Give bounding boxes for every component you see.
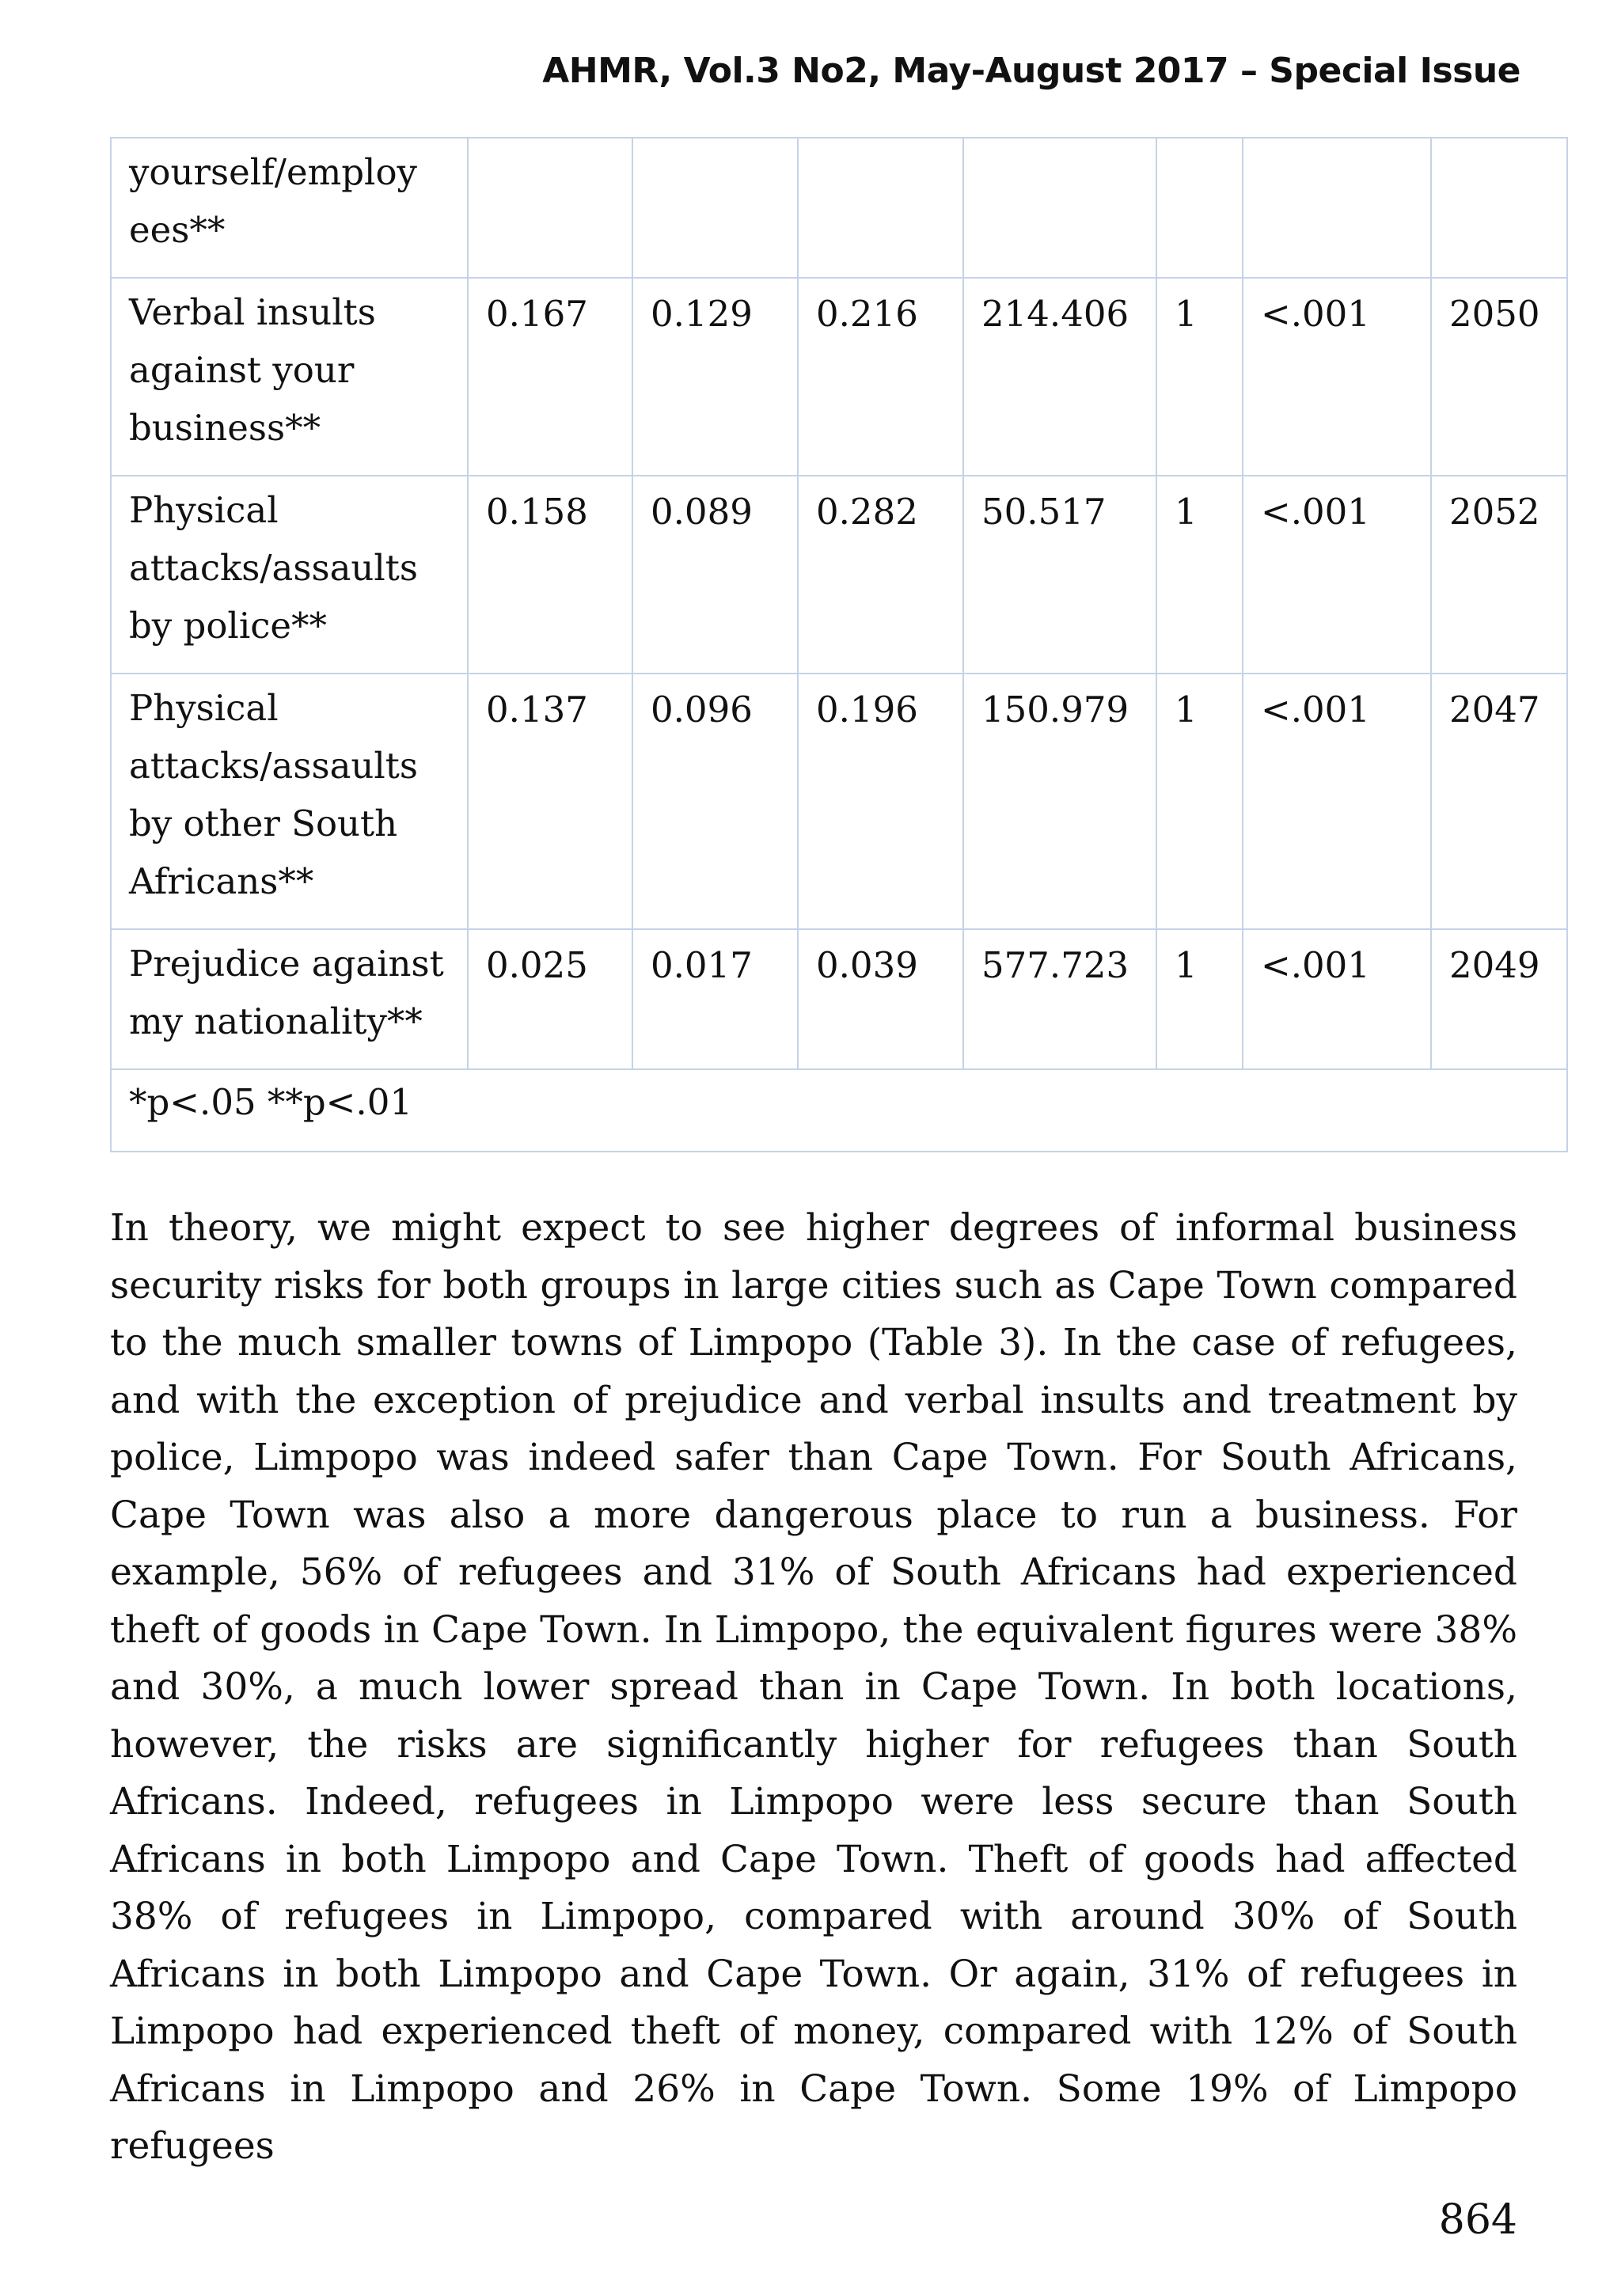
table-cell: 0.089 [632, 476, 798, 674]
table-cell: 1 [1156, 476, 1243, 674]
table-row [111, 476, 1567, 674]
table-cell [632, 138, 798, 278]
table-cell: 1 [1156, 674, 1243, 929]
table-cell [468, 138, 632, 278]
row-label: Physical attacks/assaults by other South Africans** [111, 674, 468, 929]
table-cell: 0.216 [798, 278, 963, 476]
table-cell: 1 [1156, 278, 1243, 476]
table-cell: 0.137 [468, 674, 632, 929]
table-row [111, 674, 1567, 929]
statistics-table [110, 137, 1568, 1152]
table-cell: 0.039 [798, 929, 963, 1069]
table-footnote-row [111, 1069, 1567, 1152]
table-cell: 2050 [1431, 278, 1567, 476]
table-row [111, 138, 1567, 278]
table-cell: 150.979 [963, 674, 1156, 929]
table-cell: 0.158 [468, 476, 632, 674]
table-cell: 0.196 [798, 674, 963, 929]
table-row [111, 278, 1567, 476]
table-cell: 0.282 [798, 476, 963, 674]
running-header: AHMR, Vol.3 No2, May-August 2017 – Special Issue [542, 51, 1520, 91]
row-label: Prejudice against my nationality** [111, 929, 468, 1069]
table-cell [963, 138, 1156, 278]
table-cell: 2049 [1431, 929, 1567, 1069]
table-cell: 0.025 [468, 929, 632, 1069]
table-cell: 0.129 [632, 278, 798, 476]
table-cell [798, 138, 963, 278]
body-paragraph: In theory, we might expect to see higher degrees of informal business security risks for both groups in large cities such as Cape Town compared to the much smaller towns of Limpopo (Table 3). In the case of refugees, and with the exception of prejudice and verbal insults and treatment by police, Limpopo was indeed safer than Cape Town. For South Africans, Cape Town was also a more dangerous place to run a business. For example, 56% of refugees and 31% of South Africans had experienced theft of goods in Cape Town. In Limpopo, the equivalent figures were 38% and 30%, a much lower spread than in Cape Town. In both locations, however, the risks are significantly higher for refugees than South Africans. Indeed, refugees in Limpopo were less secure than South Africans in both Limpopo and Cape Town. Theft of goods had affected 38% of refugees in Limpopo, compared with around 30% of South Africans in both Limpopo and Cape Town. Or again, 31% of refugees in Limpopo had experienced theft of money, compared with 12% of South Africans in Limpopo and 26% in Cape Town. Some 19% of Limpopo refugees [110, 1206, 1517, 2168]
table-row [111, 929, 1567, 1069]
table-cell: 2052 [1431, 476, 1567, 674]
table-cell: <.001 [1243, 476, 1431, 674]
table-cell: 1 [1156, 929, 1243, 1069]
table-cell: 577.723 [963, 929, 1156, 1069]
table-cell: 2047 [1431, 674, 1567, 929]
table-cell: <.001 [1243, 929, 1431, 1069]
table-cell: <.001 [1243, 278, 1431, 476]
table-cell [1156, 138, 1243, 278]
table-cell [1243, 138, 1431, 278]
table-footnote: *p<.05 **p<.01 [111, 1069, 1567, 1152]
row-label: Physical attacks/assaults by police** [111, 476, 468, 674]
table-cell [1431, 138, 1567, 278]
table-cell: 214.406 [963, 278, 1156, 476]
table-cell: 0.096 [632, 674, 798, 929]
row-label: yourself/employ ees** [111, 138, 468, 278]
table-cell: 0.017 [632, 929, 798, 1069]
row-label: Verbal insults against your business** [111, 278, 468, 476]
table-cell: 50.517 [963, 476, 1156, 674]
table-cell: <.001 [1243, 674, 1431, 929]
page-number: 864 [1438, 2196, 1517, 2244]
table-cell: 0.167 [468, 278, 632, 476]
